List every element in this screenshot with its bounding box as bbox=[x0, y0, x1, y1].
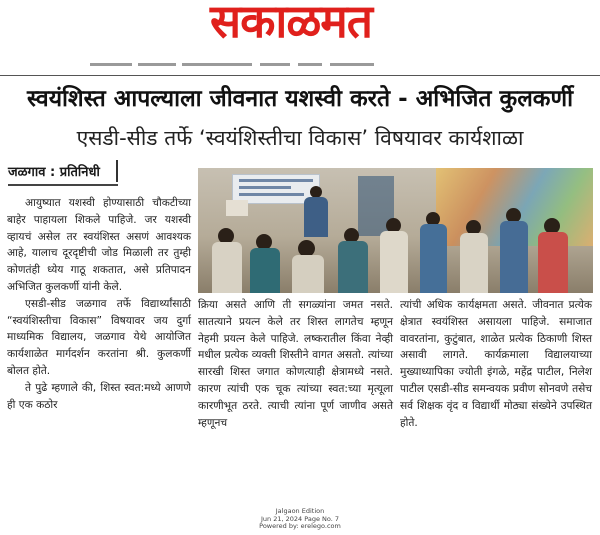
masthead-divider bbox=[0, 75, 600, 76]
paragraph: एसडी-सीड जळगाव तर्फे विद्यार्थ्यांसाठी “स्वयंशिस्तीचा विकास” विषयावर जय दुर्गा माध्यमिक विद्यालय, जळगाव येथे आयोजित कार्यशाळेत मार्गदर्शन करतांना श्री. कुलकर्णी बोलत होते. bbox=[7, 297, 191, 377]
footer-powered-by: Powered by: erelego.com bbox=[259, 522, 341, 530]
article-subheadline: एसडी-सीड तर्फे ‘स्वयंशिस्तीचा विकास’ विषयावर कार्यशाळा bbox=[76, 126, 524, 150]
article-headline: स्वयंशिस्त आपल्याला जीवनात यशस्वी करते - अभिजित कुलकर्णी bbox=[26, 86, 574, 112]
photo-chair bbox=[226, 200, 248, 216]
photo-student-body bbox=[500, 221, 528, 293]
photo-student-body bbox=[212, 242, 242, 293]
footer-edition: Jalgaon Edition bbox=[275, 507, 325, 515]
dateline-strip bbox=[90, 63, 390, 69]
footer-date-page: Jun 21, 2024 Page No. 7 bbox=[260, 514, 340, 523]
photo-student-body bbox=[338, 241, 368, 293]
byline: जळगाव : प्रतिनिधी bbox=[8, 164, 118, 186]
masthead-title: सकाळमत bbox=[210, 0, 373, 48]
article-column-3 bbox=[400, 297, 592, 431]
paragraph: क्रिया असते आणि ती सगळ्यांना जमत नसते. सातत्याने प्रयत्न केले तर शिस्त लागतेच म्हणून नेहमी प्रयत्न केले पाहिजे. लष्करातील किंवा नेव्ही मधील प्रत्येक व्यक्ती शिस्तीने वागत असतो. त्यांच्या सारखी शिस्त जगात कोणत्याही क्षेत्रामध्ये नसते. कारण त्यांची एक चूक त्यांच्या स्वत:च्या मृत्यूला कारणीभूत ठरते. त्याची त्यांना पूर्ण जाणीव असते म्हणूनच bbox=[198, 299, 393, 429]
edition-footer bbox=[230, 508, 370, 531]
article-column-1 bbox=[7, 195, 191, 413]
photo-student-body bbox=[292, 255, 324, 293]
photo-student-body bbox=[538, 232, 568, 293]
photo-student-body bbox=[460, 233, 488, 293]
newspaper-masthead-logo bbox=[210, 0, 373, 50]
byline-separator bbox=[116, 160, 118, 182]
workshop-photo bbox=[198, 168, 593, 293]
photo-student-body bbox=[250, 248, 280, 293]
photo-speaker-body bbox=[304, 197, 328, 237]
paragraph: त्यांची अधिक कार्यक्षमता असते. जीवनात प्रत्येक क्षेत्रात स्वयंशिस्त असायला पाहिजे. समाजात वावरतांना, कुटुंबात, शाळेत प्रत्येक ठिकाणी शिस्त असावी लागते. कार्यक्रमाला विद्यालयाच्या मुख्याध्यापिका ज्योती इंगळे, महेंद्र पाटील, निलेश पाटील एसडी-सीड समन्वयक प्रवीण सोनवणे तसेच सर्व शिक्षक वृंद व विद्यार्थी मोठ्या संख्येने उपस्थित होते. bbox=[400, 299, 592, 429]
paragraph: ते पुढे म्हणाले की, शिस्त स्वत:मध्ये आणणे ही एक कठोर bbox=[7, 381, 191, 411]
photo-student-body bbox=[420, 224, 447, 293]
article-column-2 bbox=[198, 297, 393, 431]
paragraph: आयुष्यात यशस्वी होण्यासाठी चौकटीच्या बाहेर पाहायला शिकले पाहिजे. जर यशस्वी व्हायचं असेल तर स्वयंशिस्त असणं आवश्यक आहे, यालाच दूरदृष्टीची जोड मिळाली तर तुम्ही कोणतंही ध्येय गाठू शकतात, असे प्रतिपादन अभिजित कुलकर्णी यांनी केले. bbox=[7, 197, 191, 293]
photo-student-body bbox=[380, 231, 408, 293]
